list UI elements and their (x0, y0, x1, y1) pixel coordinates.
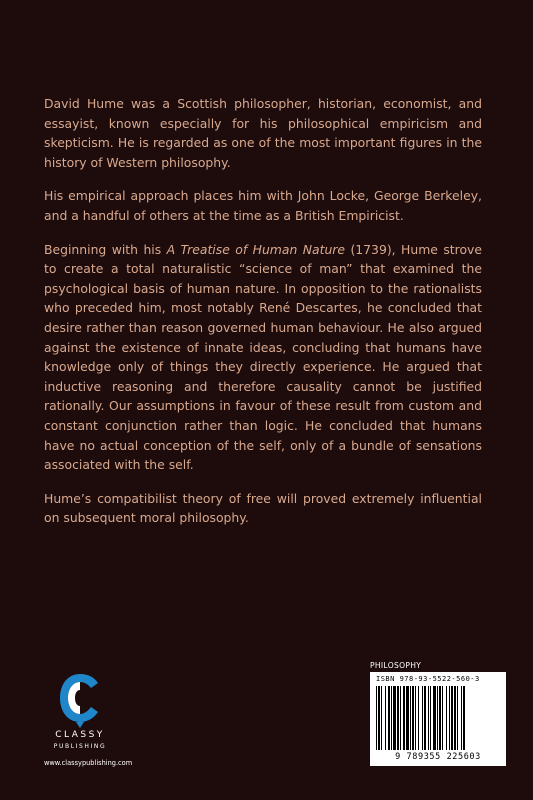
barcode-bar (451, 686, 453, 750)
paragraph-empiricism: His empirical approach places him with John Locke, George Berkeley, and a handful of others at the time as a British Empiricist. (44, 188, 482, 223)
barcode-bar (437, 686, 438, 750)
barcode-bar (454, 686, 456, 750)
barcode-bar (428, 686, 429, 750)
publisher-name (44, 730, 116, 752)
barcode-bar (418, 686, 419, 750)
paragraph-treatise (44, 240, 482, 475)
barcode-bar (457, 686, 458, 750)
barcode-bar (376, 686, 377, 750)
barcode-bar (400, 686, 401, 750)
barcode-bar (439, 686, 441, 750)
treatise-body: (1739), Hume strove to create a total naturalistic “science of man” that examined the psychological basis of human nature. In opposition to the rationalists who preceded him, most notably René Descartes, he concluded that desire rather than reason governed human behaviour. He also argued against the existence of innate ideas, concluding that humans have knowledge only of things they directly experience. He argued that inductive reasoning and therefore causality cannot be justified rationally. Our assumptions in favour of these result from custom and constant conjunction rather than logic. He concluded that humans have no actual conception of the self, only of a bundle of sensations associated with the self. (44, 241, 482, 473)
barcode-bar (403, 686, 405, 750)
publisher-name-sub: PUBLISHING (53, 743, 107, 750)
barcode-bar (415, 686, 416, 750)
paragraph-free-will: Hume’s compatibilist theory of free will proved extremely influential on subsequent moral philosophy. (44, 490, 482, 526)
barcode-bar (397, 686, 399, 750)
barcode-bar (461, 686, 462, 750)
publisher-website: www.classypublishing.com (44, 759, 133, 767)
c-logo-icon (58, 672, 102, 728)
paragraph-intro: David Hume was a Scottish philosopher, historian, economist, and essayist, known especially for his philosophical empiricism and skepticism. He is regarded as one of the most important figures in the history of Western philosophy. (44, 96, 482, 170)
publisher-name-main: CLASSY (55, 730, 105, 740)
barcode-bar (422, 686, 423, 750)
treatise-title: A Treatise of Human Nature (166, 241, 346, 257)
barcode-bar (391, 686, 392, 750)
barcode-bar (412, 686, 414, 750)
category-label: PHILOSOPHY (370, 661, 422, 670)
barcode-number: 9 789355 225603 (395, 752, 481, 762)
barcode-bar (410, 686, 411, 750)
barcode-bar (424, 686, 426, 750)
treatise-lead: Beginning with his (44, 241, 167, 257)
isbn-label: ISBN 978-93-5522-560-3 (376, 675, 480, 683)
barcode-bar (381, 686, 382, 750)
barcode-bar (430, 686, 431, 750)
barcode-bar (463, 686, 465, 750)
barcode-bar (406, 686, 409, 750)
barcode-bar (433, 686, 436, 750)
barcode-bar (393, 686, 396, 750)
barcode-bar (385, 686, 386, 750)
barcode-bar (449, 686, 450, 750)
barcode-bar (378, 686, 380, 750)
barcode-bar (388, 686, 390, 750)
isbn-barcode (370, 672, 506, 766)
barcode-bar (446, 686, 447, 750)
back-cover-description (44, 94, 482, 542)
publisher-logo (44, 672, 124, 752)
barcode-bar (442, 686, 443, 750)
barcode-bars (376, 686, 500, 752)
